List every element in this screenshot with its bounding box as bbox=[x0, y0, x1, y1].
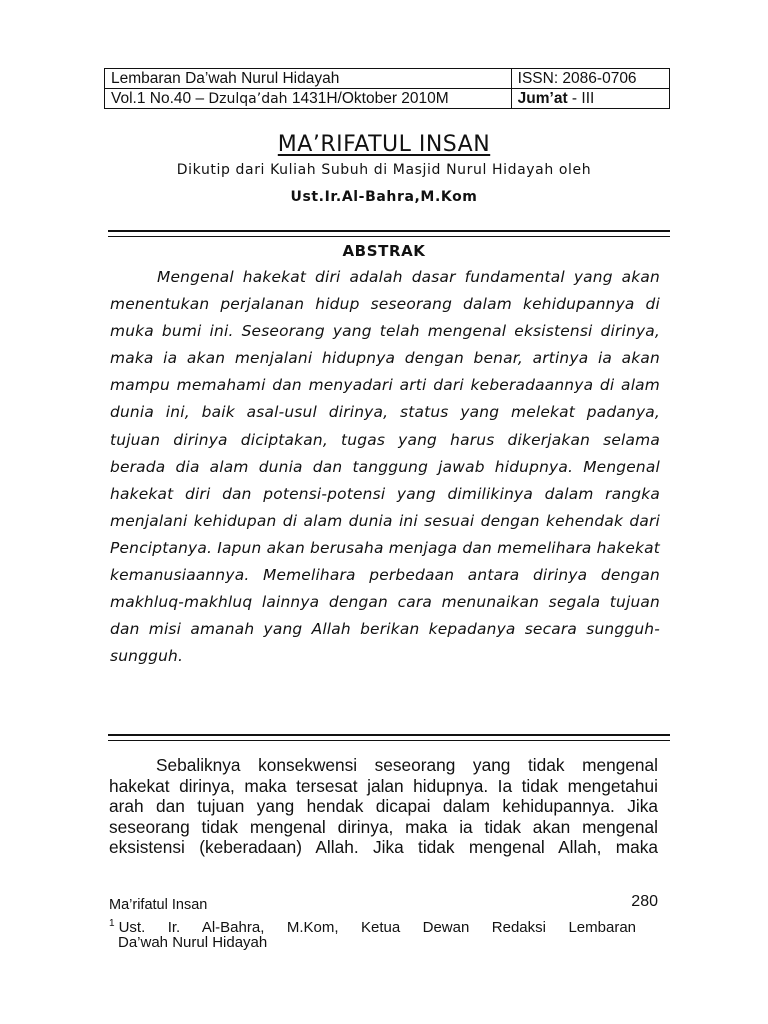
issue-date: 1431H/Oktober 2010M bbox=[291, 89, 449, 107]
abstract-text: Mengenal hakekat diri adalah dasar fundamental yang akan menentukan perjalanan hidup seseorang dalam kehidupannya di muka bumi ini. Seseorang yang telah mengenal eksistensi dirinya, maka ia akan menjalani hidupnya dengan benar, artinya ia akan mampu memahami dan menyadari arti dari keberadaannya di alam dunia ini, baik asal-usul dirinya, status yang melekat padanya, tujuan dirinya diciptakan, tugas yang harus dikerjakan selama berada dia alam dunia dan tanggung jawab hidupnya. Mengenal hakekat diri dan potensi-potensi yang dimilikinya dalam rangka menjalani kehidupan di alam dunia ini sesuai dengan kehendak dari Penciptanya. Iapun akan berusaha menjaga dan memelihara hakekat kemanusiaannya. Memelihara perbedaan antara dirinya dengan makhluq-makhluq lainnya dengan cara menunaikan segala tujuan dan misi amanah yang Allah berikan kepadanya secara sungguh-sungguh. bbox=[110, 268, 660, 666]
body-paragraph: Sebaliknya konsekwensi seseorang yang tidak mengenal hakekat dirinya, maka tersesat jalan hidupnya. Ia tidak mengetahui arah dan tujuan yang hendak dicapai dalam kehidupannya. Jika seseorang tidak mengenal dirinya, maka ia tidak akan mengenal eksistensi (keberadaan) Allah. Jika tidak mengenal Allah, maka bbox=[109, 755, 658, 857]
article-title-text: MA’RIFATUL INSAN bbox=[277, 132, 491, 157]
masthead-table bbox=[104, 68, 670, 109]
footnote-marker: 1 bbox=[109, 918, 115, 929]
running-title: Ma’rifatul Insan bbox=[109, 897, 208, 913]
article-author: Ust.Ir.Al-Bahra,M.Kom bbox=[290, 189, 478, 205]
day-name: Jum’at bbox=[517, 89, 568, 107]
abstract-heading: ABSTRAK bbox=[342, 242, 426, 260]
article-title bbox=[0, 132, 768, 157]
issue-info bbox=[105, 89, 512, 109]
hijri-month: Dzulqa’dah bbox=[208, 90, 288, 107]
abstract-bottom-rule bbox=[108, 734, 670, 741]
page-number: 280 bbox=[631, 893, 658, 910]
footnote-text: Ust. Ir. Al-Bahra, M.Kom, Ketua Dewan Redaksi Lembaran bbox=[118, 919, 636, 936]
issn-number: ISSN: 2086-0706 bbox=[511, 69, 669, 89]
publication-name: Lembaran Da’wah Nurul Hidayah bbox=[105, 69, 512, 89]
week-number: - III bbox=[571, 89, 595, 107]
abstract-top-rule bbox=[108, 230, 670, 237]
issue-day bbox=[511, 89, 669, 109]
article-subtitle: Dikutip dari Kuliah Subuh di Masjid Nurul Hidayah oleh bbox=[176, 162, 592, 178]
footnote-continuation: Da’wah Nurul Hidayah bbox=[118, 934, 268, 951]
volume-number: Vol.1 No.40 – bbox=[111, 89, 205, 107]
